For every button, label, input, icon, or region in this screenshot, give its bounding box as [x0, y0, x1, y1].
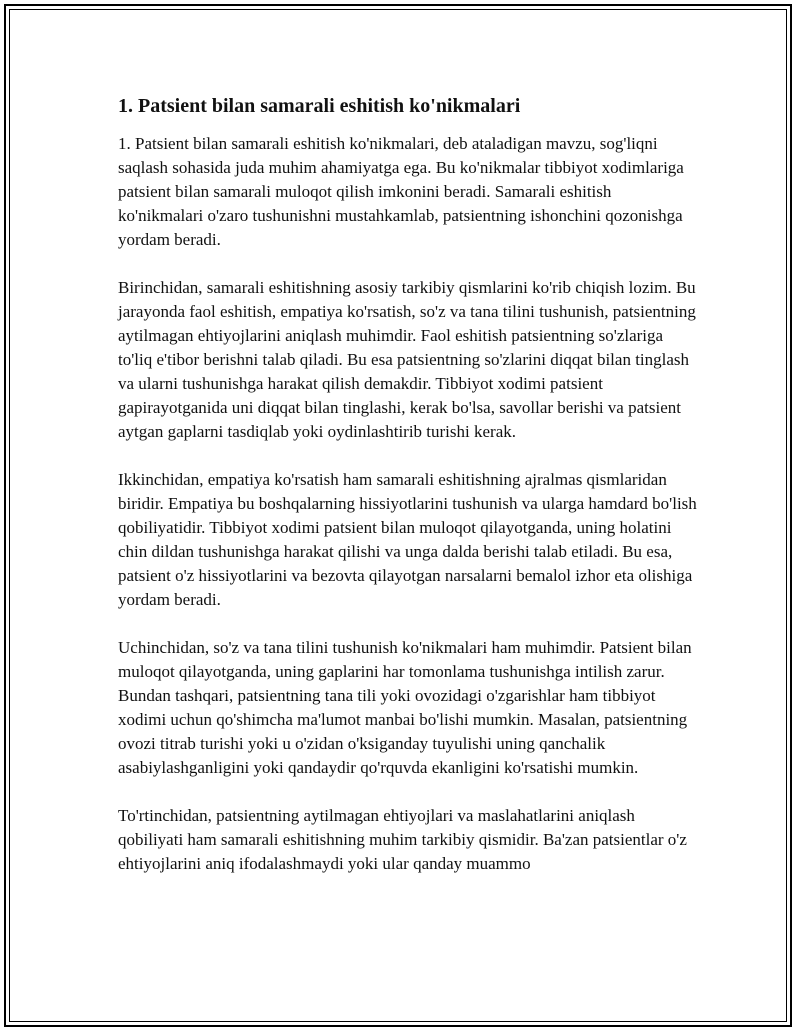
document-body	[118, 94, 698, 900]
document-title: 1. Patsient bilan samarali eshitish ko'nikmalari	[118, 95, 521, 117]
paragraph-5: To'rtinchidan, patsientning aytilmagan ehtiyojlari va maslahatlarini aniqlash qobiliyati ham samarali eshitishning muhim tarkibiy qismidir. Ba'zan patsientlar o'z ehtiyojlarini aniq ifodalashmaydi yoki ular qanday muammo	[118, 806, 687, 873]
paragraph-4: Uchinchidan, so'z va tana tilini tushunish ko'nikmalari ham muhimdir. Patsient bilan muloqot qilayotganda, uning gaplarini har tomonlama tushunishga intilish zarur. Bundan tashqari, patsientning tana tili yoki ovozidagi o'zgarishlar ham tibbiyot xodimi uchun qo'shimcha ma'lumot manbai bo'lishi mumkin. Masalan, patsientning ovozi titrab turishi yoki u o'zidan o'ksiganday tuyulishi uning qanchalik asabiylashganligini yoki qandaydir qo'rquvda ekanligini ko'rsatishi mumkin.	[118, 638, 692, 777]
paragraph-3: Ikkinchidan, empatiya ko'rsatish ham samarali eshitishning ajralmas qismlaridan biridir. Empatiya bu boshqalarning hissiyotlarini tushunish va ularga hamdard bo'lish qobiliyatidir. Tibbiyot xodimi patsient bilan muloqot qilayotganda, uning holatini chin dildan tushunishga harakat qilishi va unga dalda berishi talab etiladi. Bu esa, patsient o'z hissiyotlarini va bezovta qilayotgan narsalarni bemalol izhor eta olishiga yordam beradi.	[118, 470, 697, 609]
paragraph-2: Birinchidan, samarali eshitishning asosiy tarkibiy qismlarini ko'rib chiqish lozim. Bu jarayonda faol eshitish, empatiya ko'rsatish, so'z va tana tilini tushunish, patsientning aytilmagan ehtiyojlarini aniqlash muhimdir. Faol eshitish patsientning so'zlariga to'liq e'tibor berishni talab qiladi. Bu esa patsientning so'zlarini diqqat bilan tinglash va ularni tushunishga harakat qilish demakdir. Tibbiyot xodimi patsient gapirayotganida uni diqqat bilan tinglashi, kerak bo'lsa, savollar berishi va patsient aytgan gaplarni tasdiqlab yoki oydinlashtirib turishi kerak.	[118, 278, 696, 441]
paragraph-1: 1. Patsient bilan samarali eshitish ko'nikmalari, deb ataladigan mavzu, sog'liqni saqlash sohasida juda muhim ahamiyatga ega. Bu ko'nikmalar tibbiyot xodimlariga patsient bilan samarali muloqot qilish imkonini beradi. Samarali eshitish ko'nikmalari o'zaro tushunishni mustahkamlab, patsientning ishonchini qozonishga yordam beradi.	[118, 134, 684, 249]
